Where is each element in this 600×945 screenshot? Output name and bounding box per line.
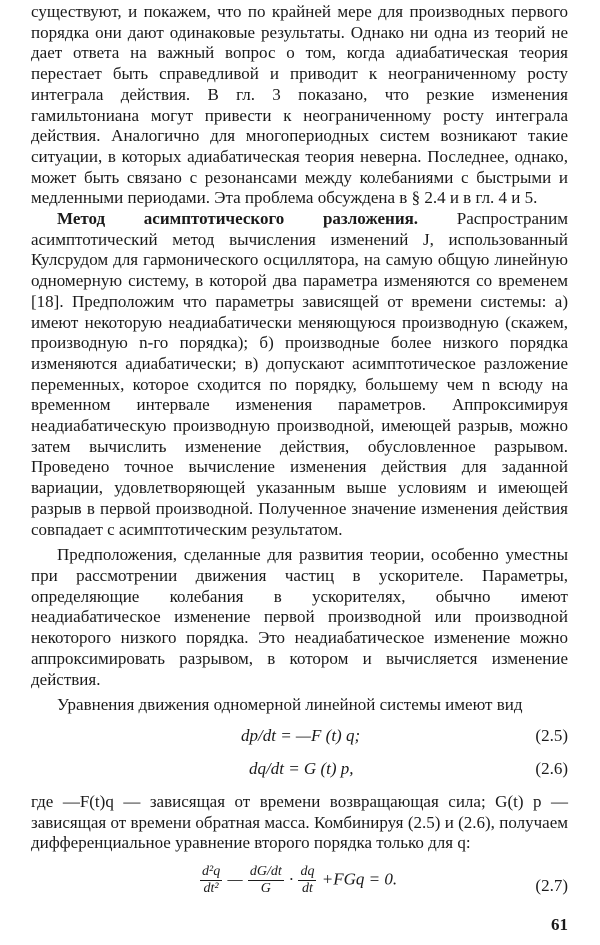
fraction-dgdt-g: $\frac{dG/dt}{G}$ — [249, 864, 282, 897]
minus-sign: — — [227, 869, 243, 889]
equation-expression — [199, 864, 397, 897]
paragraph-body: Распространим асимптотический метод вычисления изменений J, использованный Кулсрудом для гармонического осциллятора, на самую общую линейную одномерную систему, в которой два параметра изменяются со временем [18]. Предположим что параметры зависящей от времени системы: а) имеют некоторую неадиабатически меняющуюся производную (скажем, производную n-го порядка); б) производные более низкого порядка изменяются адиабатически; в) допускают асимптотическое разложение переменных, которое сходится по порядку, большему чем n всюду на временном интервале изменения параметров. Аппроксимируя неадиабатическую производную производной, имеющей разрыв, можно затем вычислить изменение действия, обусловленное разрывом. Проведено точное вычисление изменения действия для заданной вариации, удовлетворяющей указанным выше условиям и имеющей разрыв в первой производной. Полученное значение изменения действия совпадает с асимптотическим результатом. — [31, 209, 568, 539]
page-number: 61 — [551, 915, 568, 934]
equation-2-7 — [31, 860, 568, 914]
dot-operator: · — [288, 869, 294, 889]
run-in-heading: Метод асимптотического разложения. — [57, 209, 419, 229]
equation-2-6 — [31, 753, 568, 786]
equation-number: (2.5) — [535, 725, 568, 745]
equation-tail: +FGq = 0. — [321, 869, 398, 889]
equation-2-5 — [31, 720, 568, 753]
fraction-d2q-dt2: $\frac{\text{d²q}}{\text{dt²}}$ — [202, 864, 221, 897]
fraction-dq-dt: $\frac{dq}{dt}$ — [300, 864, 315, 897]
paragraph-continuation: существуют, и покажем, что по крайней мере для производных первого порядка они дают одинаковые результаты. Однако ни одна из теорий не дает ответа на важный вопрос о том, когда адиабатическая теория перестает быть справедливой и приводит к неограниченному росту интеграла действия. В гл. 3 показано, что резкие изменения гамильтониана могут привести к неограниченному росту интеграла действия. Аналогично для многопериодных систем возникают такие ситуации, в которых адиабатическая теория неверна. Последнее, однако, может быть связано с резонансами между колебаниями с быстрыми и медленными периодами. Эта проблема обсуждена в § 2.4 и в гл. 4 и 5. — [31, 2, 568, 208]
equation-expression: dp/dt = —F (t) q; — [241, 725, 361, 745]
paragraph-equations-intro: Уравнения движения одномерной линейной системы имеют вид — [57, 695, 523, 715]
equation-number: (2.7) — [535, 876, 568, 896]
paragraph-assumptions: Предположения, сделанные для развития теории, особенно уместны при рассмотрении движения частиц в ускорителе. Параметры, определяющие колебания в ускорителях, обычно имеют неадиабатическое изменение первой производной или производной некоторого низкого порядка. Это неадиабатическое изменение можно аппроксимировать разрывом, в котором и вычисляется изменение действия. — [31, 545, 568, 689]
equation-number: (2.6) — [535, 758, 568, 778]
paragraph-asymptotic-method — [31, 209, 568, 540]
equation-expression: dq/dt = G (t) p, — [249, 758, 354, 778]
paragraph-force-definition: где —F(t)q — зависящая от времени возвращающая сила; G(t) p — зависящая от времени обратная масса. Комбинируя (2.5) и (2.6), получаем дифференциальное уравнение второго порядка только для q: — [31, 791, 568, 853]
